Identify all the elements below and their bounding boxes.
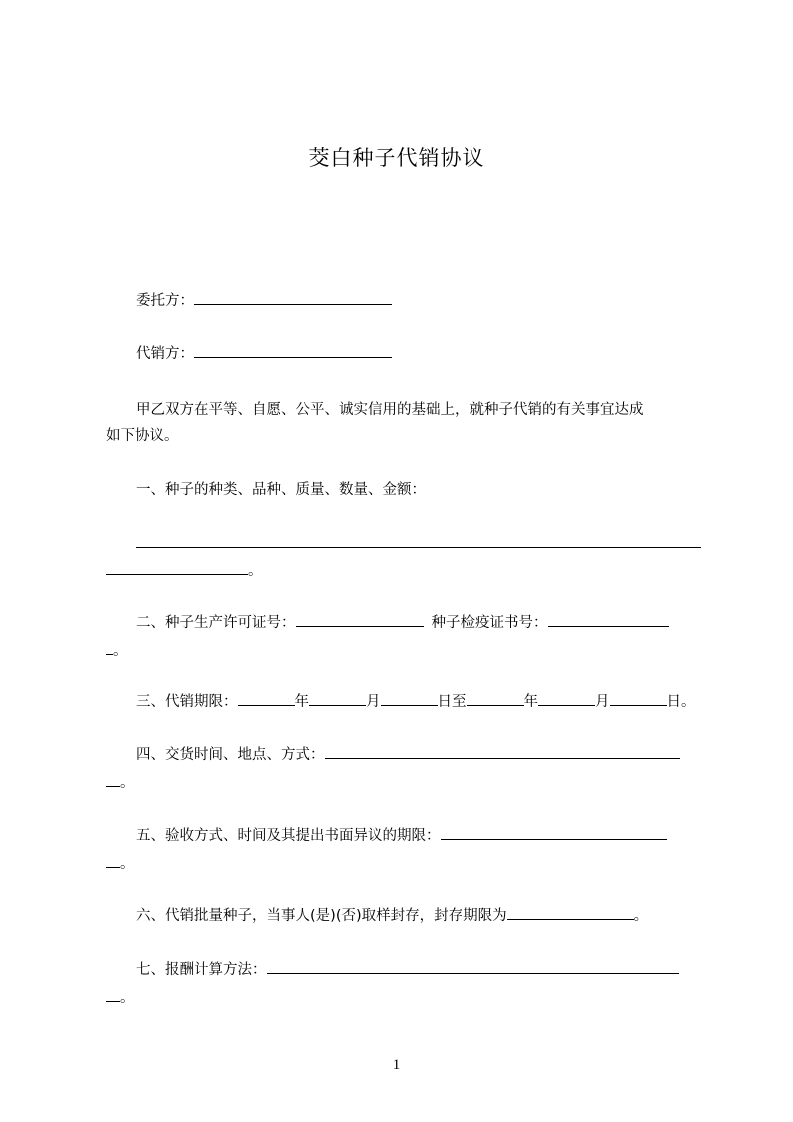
- section-7-line: [136, 959, 679, 980]
- section-2-line-2: [106, 640, 128, 661]
- section-2-end: 。: [113, 643, 128, 659]
- agent-blank[interactable]: [194, 343, 392, 358]
- intro-line-2: 如下协议。: [106, 428, 179, 444]
- section-3-end: 日。: [666, 694, 696, 710]
- section-2-quarantine-label: 种子检疫证书号：: [431, 615, 548, 631]
- section-6-label: 六、代销批量种子，当事人(是)(否)取样封存，封存期限为: [136, 908, 507, 924]
- sealing-period-blank[interactable]: [507, 905, 634, 920]
- section-4-label: 四、交货时间、地点、方式：: [136, 747, 325, 763]
- section-4-end: 。: [120, 775, 135, 791]
- agent-label: 代销方：: [136, 346, 194, 362]
- section-3-line: [136, 691, 696, 712]
- end-year-unit: 年: [523, 694, 538, 710]
- production-license-blank[interactable]: [296, 612, 424, 627]
- section-5-label: 五、验收方式、时间及其提出书面异议的期限：: [136, 828, 441, 844]
- delivery-blank-cont[interactable]: [106, 772, 120, 787]
- section-2-label: 二、种子生产许可证号：: [136, 615, 296, 631]
- section-7-end: 。: [120, 990, 135, 1006]
- start-month-blank[interactable]: [309, 691, 366, 706]
- delivery-blank[interactable]: [325, 744, 680, 759]
- principal-label: 委托方：: [136, 293, 194, 309]
- page-number: 1: [392, 1057, 401, 1073]
- remuneration-blank[interactable]: [267, 959, 679, 974]
- end-year-blank[interactable]: [467, 691, 524, 706]
- acceptance-blank[interactable]: [441, 825, 667, 840]
- start-year-blank[interactable]: [238, 691, 295, 706]
- section-1-line-2: [106, 560, 263, 581]
- section-1-end: 。: [248, 563, 263, 579]
- section-5-line-2: [106, 853, 135, 874]
- section-4-line-2: [106, 772, 135, 793]
- agent-line: [136, 343, 392, 364]
- quarantine-cert-blank[interactable]: [548, 612, 669, 627]
- section-1-blank-2[interactable]: [106, 560, 248, 575]
- remuneration-blank-cont[interactable]: [106, 987, 120, 1002]
- section-7-line-2: [106, 987, 135, 1008]
- end-month-blank[interactable]: [538, 691, 595, 706]
- end-month-unit: 月: [595, 694, 610, 710]
- principal-line: [136, 290, 392, 311]
- start-day-blank[interactable]: [381, 691, 438, 706]
- start-day-to: 日至: [437, 694, 467, 710]
- document-title: 茭白种子代销协议: [308, 146, 485, 170]
- section-2-line: [136, 612, 669, 633]
- start-month-unit: 月: [366, 694, 381, 710]
- start-year-unit: 年: [294, 694, 309, 710]
- section-6-end: 。: [633, 908, 649, 924]
- acceptance-blank-cont[interactable]: [106, 853, 120, 868]
- section-1-blank-1[interactable]: [136, 533, 701, 554]
- section-5-line: [136, 825, 667, 846]
- section-3-label: 三、代销期限：: [136, 694, 238, 710]
- end-day-blank[interactable]: [610, 691, 667, 706]
- section-4-line: [136, 744, 680, 765]
- principal-blank[interactable]: [194, 290, 392, 305]
- quarantine-cert-blank-cont[interactable]: [106, 640, 113, 655]
- section-7-label: 七、报酬计算方法：: [136, 962, 267, 978]
- section-5-end: 。: [120, 856, 135, 872]
- intro-line-1: 甲乙双方在平等、自愿、公平、诚实信用的基础上，就种子代销的有关事宜达成: [136, 402, 644, 418]
- section-6-line: [136, 905, 648, 926]
- section-1-label: 一、种子的种类、品种、质量、数量、金额：: [136, 482, 426, 498]
